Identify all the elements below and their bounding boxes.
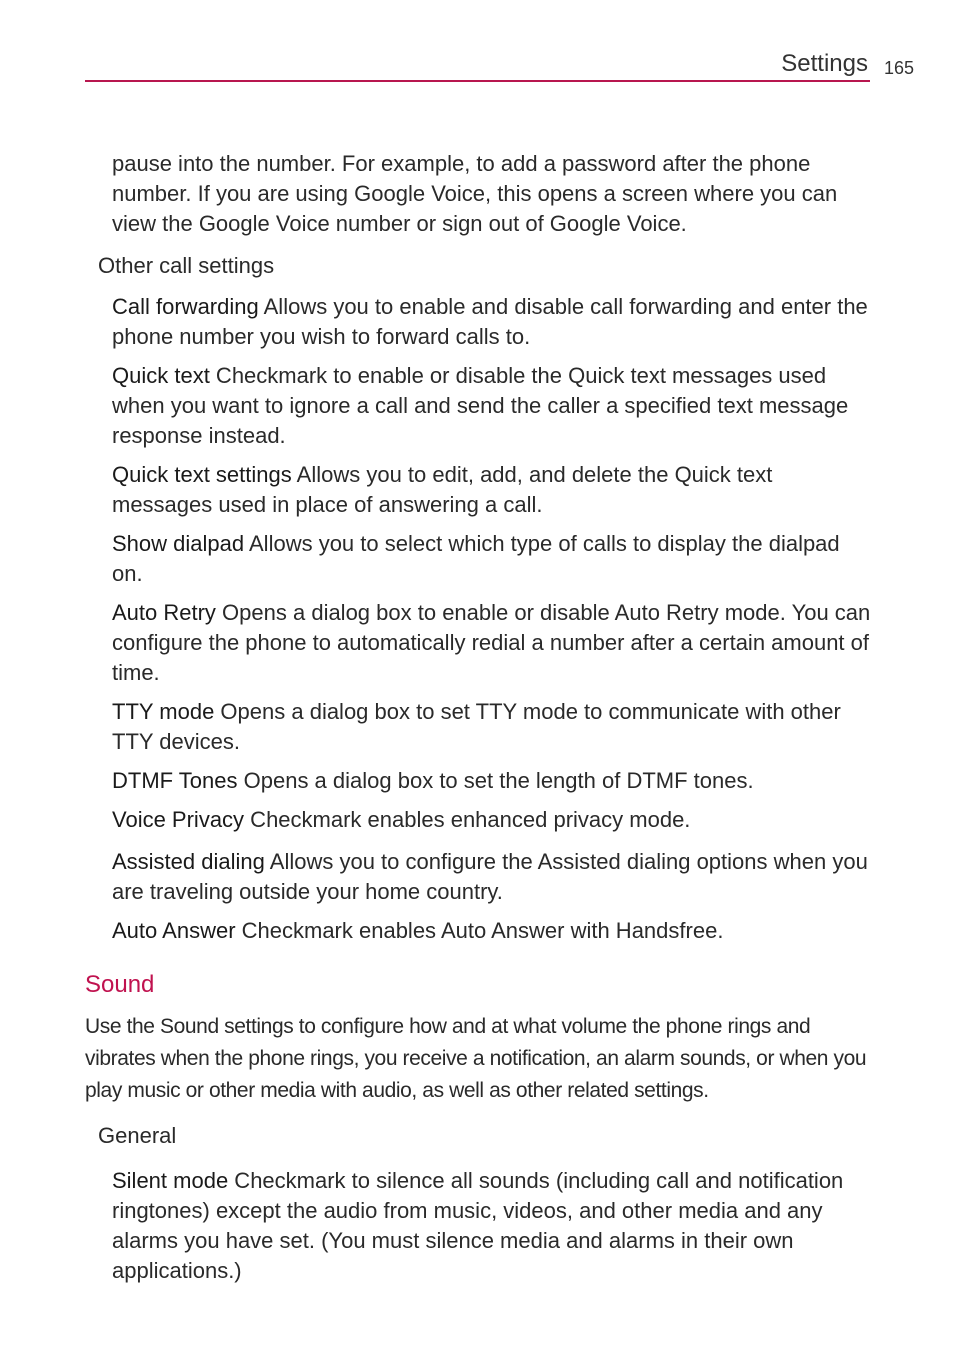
setting-description: Allows you to enable and disable call forwarding and enter the phone number you wish to forward calls to. [112, 294, 868, 349]
setting-description: Checkmark enables enhanced privacy mode. [244, 807, 691, 832]
setting-description: Allows you to select which type of calls to display the dialpad on. [112, 531, 840, 586]
general-heading: General [98, 1123, 177, 1148]
setting-term: Auto Answer [112, 918, 236, 943]
other-call-settings-heading: Other call settings [98, 253, 275, 278]
setting-term: Auto Retry [112, 600, 216, 625]
setting-term: Assisted dialing [112, 849, 265, 874]
setting-description: Opens a dialog box to enable or disable Auto Retry mode. You can configure the phone to automatically redial a number after a certain amount of time. [112, 600, 871, 685]
setting-item-dtmf-tones [112, 766, 872, 796]
intro-continuation: pause into the number. For example, to add a password after the phone number. If you are using Google Voice, this opens a screen where you can view the Google Voice number or sign out of Google Voice. [112, 151, 838, 236]
setting-item-call-forwarding [112, 292, 872, 352]
setting-term: Call forwarding [112, 294, 259, 319]
setting-item-auto-retry [112, 598, 872, 688]
setting-item-silent-mode [112, 1166, 872, 1286]
sound-section-heading: Sound [85, 971, 155, 998]
page-number: 165 [884, 58, 915, 78]
sound-intro: Use the Sound settings to configure how and at what volume the phone rings and vibrates when the phone rings, you receive a notification, an alarm sounds, or when you play music or other media with audio, as well as other related settings. [85, 1015, 867, 1102]
setting-item-tty-mode [112, 697, 872, 757]
setting-item-assisted-dialing [112, 847, 872, 907]
setting-item-auto-answer [112, 916, 872, 946]
header-title: Settings [781, 50, 868, 77]
setting-description: Opens a dialog box to set the length of DTMF tones. [237, 768, 754, 793]
setting-term: Silent mode [112, 1168, 229, 1193]
setting-item-voice-privacy [112, 805, 872, 835]
setting-description: Checkmark enables Auto Answer with Handsfree. [235, 918, 724, 943]
setting-description: Allows you to edit, add, and delete the Quick text messages used in place of answering a call. [112, 462, 773, 517]
setting-term: Show dialpad [112, 531, 245, 556]
setting-term: Quick text settings [112, 462, 292, 487]
setting-term: Quick text [112, 363, 210, 388]
setting-item-quick-text-settings [112, 460, 872, 520]
setting-term: Voice Privacy [112, 807, 245, 832]
setting-description: Checkmark to enable or disable the Quick text messages used when you want to ignore a call and send the caller a specified text message response instead. [112, 363, 849, 448]
setting-term: DTMF Tones [112, 768, 238, 793]
setting-item-quick-text [112, 361, 872, 451]
setting-description: Allows you to configure the Assisted dialing options when you are traveling outside your home country. [112, 849, 868, 904]
setting-description: Checkmark to silence all sounds (including call and notification ringtones) except the audio from music, videos, and other media and any alarms you have set. (You must silence media and alarms in their own applications.) [112, 1168, 844, 1283]
setting-item-show-dialpad [112, 529, 872, 589]
header-divider [85, 80, 870, 82]
setting-term: TTY mode [112, 699, 215, 724]
setting-description: Opens a dialog box to set TTY mode to communicate with other TTY devices. [112, 699, 841, 754]
